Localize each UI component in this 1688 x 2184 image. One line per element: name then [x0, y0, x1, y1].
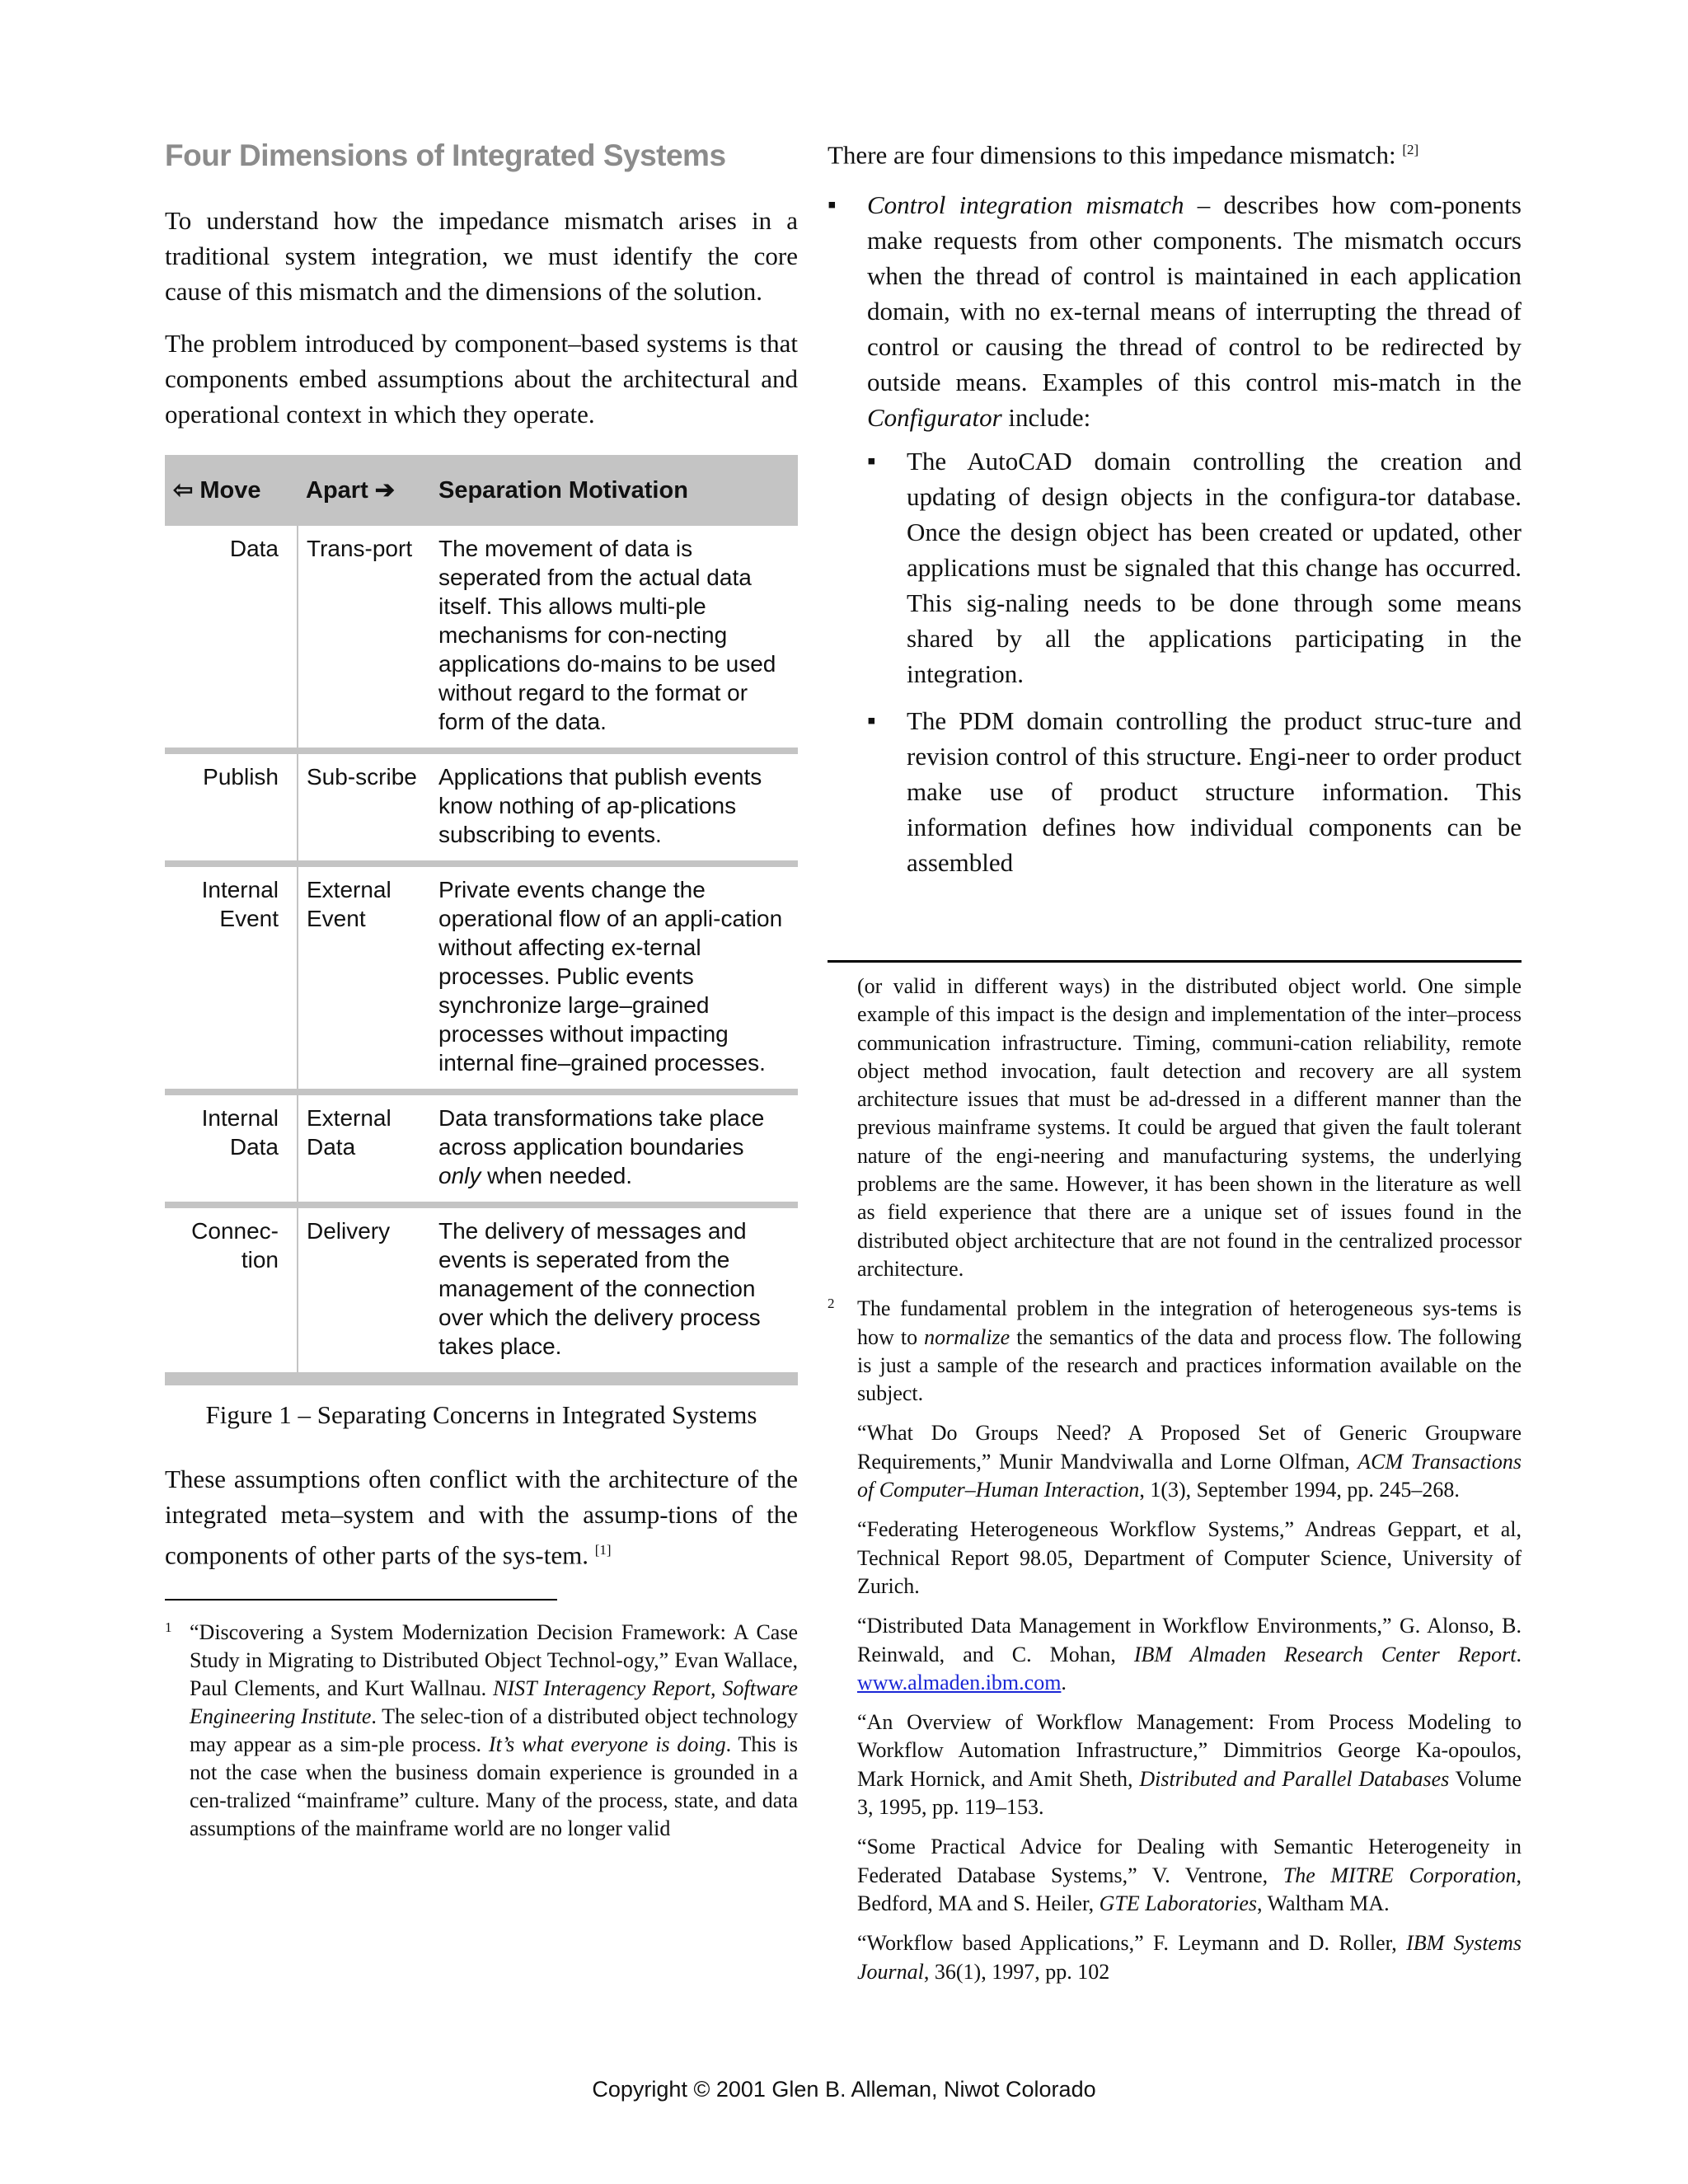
cell-apart: Delivery: [298, 1205, 430, 1379]
figure-caption: Figure 1 – Separating Concerns in Integrated Systems: [205, 1400, 757, 1429]
list-item: ▪ The PDM domain controlling the product struc-ture and revision control of this structure. Engi-neer to order product make use of product structure information. This information defines how individual components can be assembled: [867, 703, 1522, 880]
paragraph-3: These assumptions often conflict with the architecture of the integrated meta–system and with the assump-tions of the components of other parts of the sys-tem. [1]: [165, 1465, 798, 1570]
table-row: [165, 751, 798, 864]
table-row: [165, 526, 798, 751]
cell-apart: External Event: [298, 864, 430, 1092]
cell-move: Data: [165, 526, 298, 751]
cell-move: Publish: [165, 751, 298, 864]
footnote-ref-2[interactable]: [2]: [1402, 142, 1419, 157]
dimensions-intro: There are four dimensions to this impedance mismatch: [2]: [828, 140, 1419, 170]
control-examples: [867, 443, 1522, 880]
cell-move: Internal Data: [165, 1092, 298, 1205]
table-header-row: [165, 455, 798, 526]
cell-apart: External Data: [298, 1092, 430, 1205]
footnote-2: 2 The fundamental problem in the integration of heterogeneous sys-tems is how to normalize the semantics of the data and process flow. The following is just a sample of the research and practices information available on the subject.: [828, 1296, 1522, 1406]
cell-motivation: Private events change the operational flow of an appli-cation without affecting ex-ternal processes. Public events synchronize large–grained processes without impacting internal fine–grained processes.: [430, 864, 798, 1092]
left-column: [165, 132, 798, 1843]
almaden-link[interactable]: www.almaden.ibm.com: [857, 1670, 1062, 1694]
table-row: [165, 1092, 798, 1205]
reference-item: “What Do Groups Need? A Proposed Set of Generic Groupware Requirements,” Munir Mandviwalla and Lorne Olfman, ACM Transactions of Computer–Human Interaction, 1(3), September 1994, pp. 245–268.: [857, 1421, 1522, 1502]
cell-motivation: Applications that publish events know nothing of ap-plications subscribing to events.: [430, 751, 798, 864]
cell-motivation: Data transformations take place across application boundaries only when needed.: [430, 1092, 798, 1205]
list-item-control-mismatch: ▪ Control integration mismatch – describes how com-ponents make requests from other components. The mismatch occurs when the thread of control is maintained in each application domain, with no ex-ternal means of interrupting the thread of control or causing the thread of control to be redirected by outside means. Examples of this control mis-match in the Configurator include: ▪ The AutoCAD domain controlling the creation and updating of design objects in the configura-tor database. Once the design object has been created or updated, other applications must be signaled that this change has occurred. This sig-naling needs to be done through some means shared by all the applications participating in the integration. ▪ The PDM domain controlling the product struc-ture and revision control of this structure. Engi-neer to order product make use of product structure information. This information defines how individual components can be assembled: [828, 187, 1522, 880]
cell-motivation: The movement of data is seperated from the actual data itself. This allows multi-ple mechanisms for con-necting applications do-mains to be used without regard to the format or form of the data.: [430, 526, 798, 751]
table-row: [165, 1205, 798, 1379]
dimensions-list: [828, 187, 1522, 880]
footnote-ref-1[interactable]: [1]: [594, 1542, 612, 1558]
cell-motivation: The delivery of messages and events is seperated from the management of the connection over which the delivery process takes place.: [430, 1205, 798, 1379]
separation-table: [165, 455, 798, 1385]
reference-item: “Workflow based Applications,” F. Leymann and D. Roller, IBM Systems Journal, 36(1), 1997, pp. 102: [857, 1931, 1522, 1984]
header-motivation: Separation Motivation: [430, 455, 798, 526]
section-heading: Four Dimensions of Integrated Systems: [165, 138, 726, 172]
reference-item: “Federating Heterogeneous Workflow Systems,” Andreas Geppart, et al, Technical Report 98.05, Department of Computer Science, University of Zurich.: [857, 1517, 1522, 1598]
cell-move: Internal Event: [165, 864, 298, 1092]
footnote-divider-right: [828, 960, 1522, 963]
right-column: [828, 132, 1522, 892]
paragraph-1: To understand how the impedance mismatch arises in a traditional system integration, we must identify the core cause of this mismatch and the dimensions of the solution.: [165, 206, 798, 306]
reference-item: “An Overview of Workflow Management: From Process Modeling to Workflow Automation Infrastructure,” Dimmitrios George Ka-opoulos, Mark Hornick, and Amit Sheth, Distributed and Parallel Databases Volume 3, 1995, pp. 119–153.: [857, 1710, 1522, 1820]
cell-apart: Trans-port: [298, 526, 430, 751]
paragraph-2: The problem introduced by component–based systems is that components embed assumptions about the architectural and operational context in which they operate.: [165, 329, 798, 429]
cell-move: Connec-tion: [165, 1205, 298, 1379]
copyright-footer: Copyright © 2001 Glen B. Alleman, Niwot Colorado: [592, 2077, 1096, 2102]
cell-apart: Sub-scribe: [298, 751, 430, 864]
reference-item: “Distributed Data Management in Workflow Environments,” G. Alonso, B. Reinwald, and C. Mohan, IBM Almaden Research Center Report. www.almaden.ibm.com.: [857, 1614, 1522, 1694]
list-item: ▪ The AutoCAD domain controlling the creation and updating of design objects in the configura-tor database. Once the design object has been created or updated, other applications must be signaled that this change has occurred. This sig-naling needs to be done through some means shared by all the applications participating in the integration.: [867, 443, 1522, 691]
table-row: [165, 864, 798, 1092]
header-move: ⇦ Move: [165, 455, 298, 526]
footnote-divider: [165, 1599, 557, 1601]
right-footnotes: [828, 972, 1522, 1998]
footnote-1: 1 “Discovering a System Modernization Decision Framework: A Case Study in Migrating to Distributed Object Technol-ogy,” Evan Wallace, Paul Clements, and Kurt Wallnau. NIST Interagency Report, Software Engineering Institute. The selec-tion of a distributed object technology may appear as a sim-ple process. It’s what everyone is doing. This is not the case when the business domain experience is grounded in a cen-tralized “mainframe” culture. Many of the process, state, and data assumptions of the mainframe world are no longer valid: [165, 1619, 798, 1841]
reference-item: “Some Practical Advice for Dealing with Semantic Heterogeneity in Federated Database Systems,” V. Ventrone, The MITRE Corporation, Bedford, MA and S. Heiler, GTE Laboratories, Waltham MA.: [857, 1835, 1522, 1915]
footnote-1-continued: (or valid in different ways) in the distributed object world. One simple example of this impact is the design and implementation of the inter–process communication infrastructure. Timing, communi-cation reliability, remote object method invocation, fault detection and recovery are all system architecture issues that must be ad-dressed in a different manner than the previous mainframe systems. It could be argued that given the fault tolerant nature of the engi-neering and manufacturing systems, the underlying problems are the same. However, it has been shown in the literature as well as field experience that there are a unique set of issues found in the distributed object architecture that are not found in the centralized processor architecture.: [857, 974, 1522, 1281]
header-apart: Apart ➔: [298, 455, 430, 526]
